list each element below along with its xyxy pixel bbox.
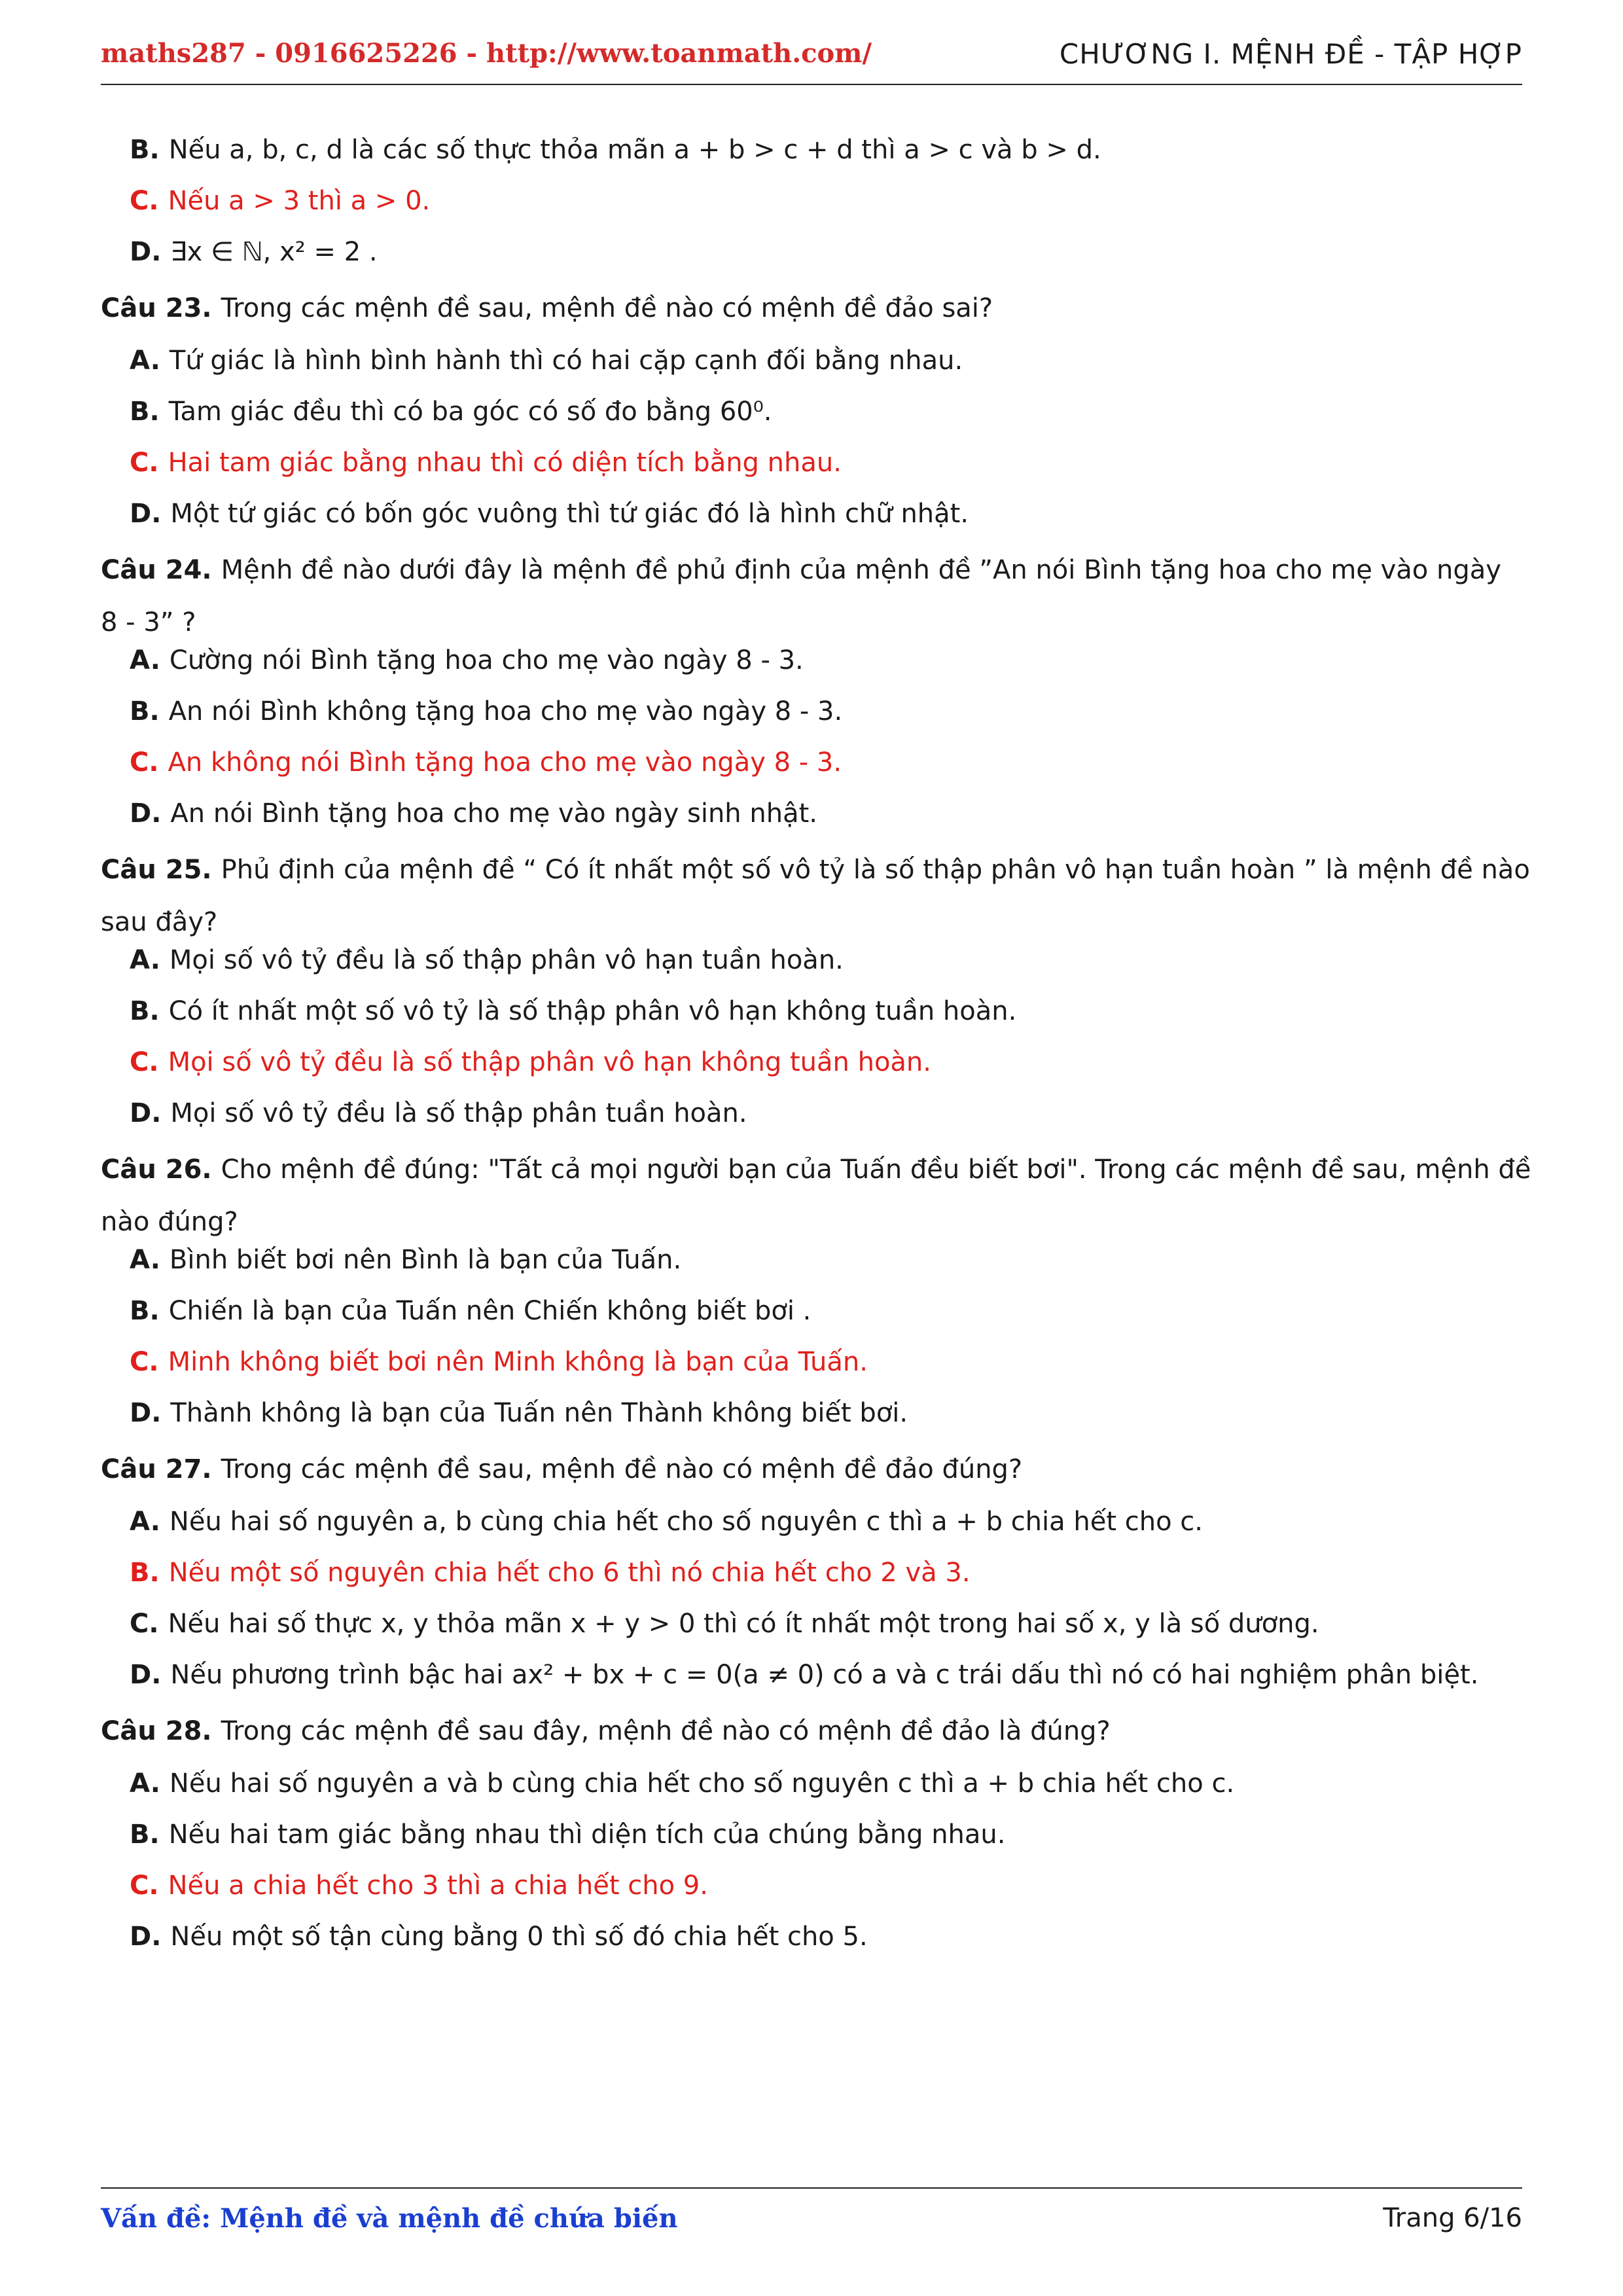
page-number: Trang 6/16 xyxy=(1383,2203,1522,2233)
option-d: D. Thành không là bạn của Tuấn nên Thành không biết bơi. xyxy=(130,1398,908,1428)
option-c: C. Nếu a chia hết cho 3 thì a chia hết cho 9. xyxy=(130,1871,708,1901)
option-d: D. Một tứ giác có bốn góc vuông thì tứ giác đó là hình chữ nhật. xyxy=(130,499,969,529)
question-number: Câu 27. xyxy=(101,1454,212,1484)
question-24 xyxy=(101,551,1522,833)
question-title: Câu 23. Trong các mệnh đề sau, mệnh đề nào có mệnh đề đảo sai? xyxy=(101,293,993,323)
header-contact: maths287 - 0916625226 - http://www.toanmath.com/ xyxy=(101,38,872,69)
question-26 xyxy=(101,1151,1531,1432)
question-number: Câu 24. xyxy=(101,555,212,585)
question-number: Câu 28. xyxy=(101,1716,212,1746)
option-a: A. Nếu hai số nguyên a, b cùng chia hết cho số nguyên c thì a + b chia hết cho c. xyxy=(130,1507,1203,1537)
previous-question-options xyxy=(101,131,1522,271)
footer-divider xyxy=(101,2187,1522,2189)
question-continuation: sau đây? xyxy=(101,907,218,937)
option-a: A. Nếu hai số nguyên a và b cùng chia hết cho số nguyên c thì a + b chia hết cho c. xyxy=(130,1768,1235,1799)
question-25 xyxy=(101,851,1530,1132)
option-b: B. Có ít nhất một số vô tỷ là số thập phân vô hạn không tuần hoàn. xyxy=(130,996,1017,1026)
question-27 xyxy=(101,1450,1522,1694)
option-b: B. An nói Bình không tặng hoa cho mẹ vào ngày 8 - 3. xyxy=(130,696,843,726)
question-title: Câu 24. Mệnh đề nào dưới đây là mệnh đề phủ định của mệnh đề ”An nói Bình tặng hoa cho mẹ vào ngày xyxy=(101,555,1501,585)
page-header xyxy=(101,38,1522,85)
option-b: B. Nếu a, b, c, d là các số thực thỏa mãn a + b > c + d thì a > c và b > d. xyxy=(130,135,1101,165)
option-c: C. An không nói Bình tặng hoa cho mẹ vào ngày 8 - 3. xyxy=(130,747,842,778)
question-number: Câu 26. xyxy=(101,1155,212,1185)
footer-topic: Vấn đề: Mệnh đề và mệnh đề chứa biến xyxy=(101,2203,678,2234)
option-d: D. Nếu một số tận cùng bằng 0 thì số đó chia hết cho 5. xyxy=(130,1922,868,1952)
page-content xyxy=(101,131,1531,1969)
option-d: D. An nói Bình tặng hoa cho mẹ vào ngày sinh nhật. xyxy=(130,798,817,829)
option-a: A. Tứ giác là hình bình hành thì có hai cặp cạnh đối bằng nhau. xyxy=(130,346,963,376)
option-d: D. ∃x ∈ ℕ, x² = 2 . xyxy=(130,237,378,267)
option-d: D. Mọi số vô tỷ đều là số thập phân tuần hoàn. xyxy=(130,1098,747,1128)
option-b: B. Nếu một số nguyên chia hết cho 6 thì nó chia hết cho 2 và 3. xyxy=(130,1558,971,1588)
option-b: B. Chiến là bạn của Tuấn nên Chiến không biết bơi . xyxy=(130,1296,812,1326)
option-d: D. Nếu phương trình bậc hai ax² + bx + c = 0(a ≠ 0) có a và c trái dấu thì nó có hai nghiệm phân biệt. xyxy=(130,1660,1479,1690)
option-c: C. Nếu a > 3 thì a > 0. xyxy=(130,186,431,216)
option-b: B. Tam giác đều thì có ba góc có số đo bằng 60⁰. xyxy=(130,397,772,427)
question-title: Câu 27. Trong các mệnh đề sau, mệnh đề nào có mệnh đề đảo đúng? xyxy=(101,1454,1023,1484)
question-title: Câu 26. Cho mệnh đề đúng: "Tất cả mọi người bạn của Tuấn đều biết bơi". Trong các mệnh đề sau, mệnh đề xyxy=(101,1155,1531,1185)
option-a: A. Bình biết bơi nên Bình là bạn của Tuấn. xyxy=(130,1245,682,1275)
question-23 xyxy=(101,289,1522,533)
option-c: C. Minh không biết bơi nên Minh không là bạn của Tuấn. xyxy=(130,1347,868,1377)
question-continuation: nào đúng? xyxy=(101,1207,238,1237)
question-continuation: 8 - 3” ? xyxy=(101,607,196,637)
question-28 xyxy=(101,1712,1522,1956)
question-title: Câu 25. Phủ định của mệnh đề “ Có ít nhất một số vô tỷ là số thập phân vô hạn tuần hoàn ” là mệnh đề nào xyxy=(101,855,1530,885)
option-b: B. Nếu hai tam giác bằng nhau thì diện tích của chúng bằng nhau. xyxy=(130,1820,1006,1850)
option-a: A. Cường nói Bình tặng hoa cho mẹ vào ngày 8 - 3. xyxy=(130,645,804,675)
option-c: C. Mọi số vô tỷ đều là số thập phân vô hạn không tuần hoàn. xyxy=(130,1047,931,1077)
question-title: Câu 28. Trong các mệnh đề sau đây, mệnh đề nào có mệnh đề đảo là đúng? xyxy=(101,1716,1111,1746)
chapter-title: CHƯƠNG I. MỆNH ĐỀ - TẬP HỢP xyxy=(1059,38,1522,70)
question-number: Câu 25. xyxy=(101,855,212,885)
option-a: A. Mọi số vô tỷ đều là số thập phân vô hạn tuần hoàn. xyxy=(130,945,844,975)
question-number: Câu 23. xyxy=(101,293,212,323)
option-c: C. Nếu hai số thực x, y thỏa mãn x + y > 0 thì có ít nhất một trong hai số x, y là số dương. xyxy=(130,1609,1319,1639)
option-c: C. Hai tam giác bằng nhau thì có diện tích bằng nhau. xyxy=(130,448,842,478)
